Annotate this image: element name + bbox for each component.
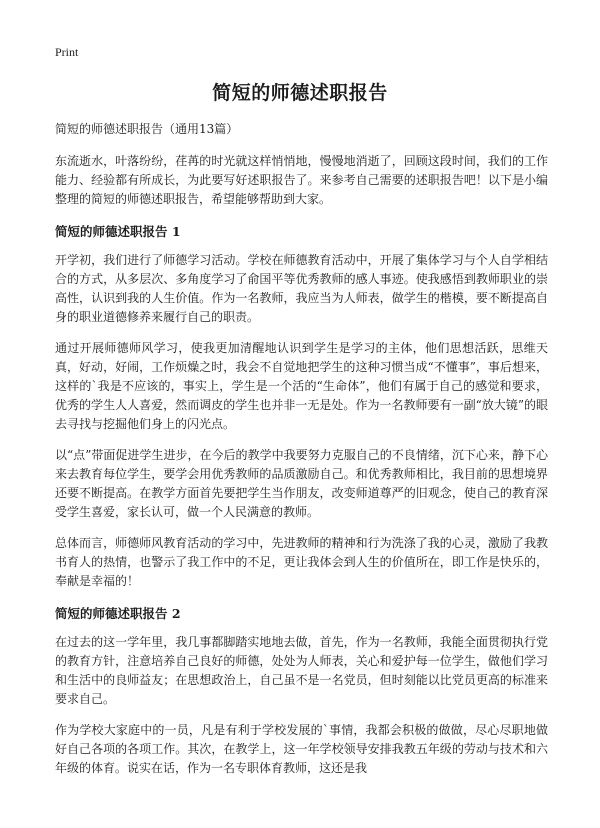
section-paragraph: 在过去的这一学年里，我几事都脚踏实地地去做，首先，作为一名教师，我能全面贯彻执行党的教育方针，注意培养自己良好的师德，处处为人师表，关心和爱护每一位学生，做他们学习和生活中的良师益友；在思想政治上，自己虽不是一名党员，但时刻能以比党员更高的标准来要求自己。 <box>55 635 548 706</box>
page-title: 简短的师德述职报告 <box>212 82 388 104</box>
section-paragraph: 作为学校大家庭中的一员，凡是有利于学校发展的`事情，我都会积极的做做，尽心尽职地做好自己各项的各项工作。其次，在教学上，这一年学校领导安排我教五年级的劳动与技术和六年级的体育。说实在话，作为一名专职体育教师，这还是我 <box>55 723 548 775</box>
section-paragraph: 开学初，我们进行了师德学习活动。学校在师德教育活动中，开展了集体学习与个人自学相结合的方式，从多层次、多角度学习了俞国平等优秀教师的感人事迹。使我感悟到教师职业的崇高性，认识到我的人生价值。作为一名教师，我应当为人师表，做学生的楷模，要不断提高自身的职业道德修养来履行自己的职责。 <box>55 253 548 324</box>
document-subtitle: 简短的师德述职报告（通用13篇） <box>55 122 239 136</box>
document-body <box>55 120 548 790</box>
section-heading: 简短的师德述职报告 1 <box>55 224 181 239</box>
section-heading: 简短的师德述职报告 2 <box>55 606 181 621</box>
print-link[interactable]: Print <box>55 45 79 59</box>
section-paragraph: 通过开展师德师风学习，使我更加清醒地认识到学生是学习的主体，他们思想活跃，思维天真，好动，好闹，工作烦燥之时，我会不自觉地把学生的这种习惯当成“不懂事”，事后想来，这样的`我是不应该的，事实上，学生是一个活的“生命体”，他们有属于自己的感觉和要求，优秀的学生人人喜爱，然而调皮的学生也并非一无是处。作为一名教师要有一副“放大镜”的眼去寻找与挖掘他们身上的闪光点。 <box>55 341 548 431</box>
section-paragraph: 以“点”带面促进学生进步，在今后的教学中我要努力克服自己的不良情绪，沉下心来，静下心来去教育每位学生，要学会用优秀教师的品质激励自己。和优秀教师相比，我目前的思想境界还要不断提高。在教学方面首先要把学生当作朋友，改变师道尊严的旧观念，使自己的教育深受学生喜爱，家长认可，做一个人民满意的教师。 <box>55 448 548 519</box>
section-paragraph: 总体而言，师德师风教育活动的学习中，先进教师的精神和行为洗涤了我的心灵，激励了我教书育人的热情，也警示了我工作中的不足，更让我体会到人生的价值所在，即工作是快乐的，奉献是幸福的！ <box>55 536 548 588</box>
intro-paragraph: 东流逝水，叶落纷纷，荏苒的时光就这样悄悄地，慢慢地消逝了，回顾这段时间，我们的工作能力、经验都有所成长，为此要写好述职报告了。来参考自己需要的述职报告吧！以下是小编整理的简短的师德述职报告，希望能够帮助到大家。 <box>55 154 548 206</box>
